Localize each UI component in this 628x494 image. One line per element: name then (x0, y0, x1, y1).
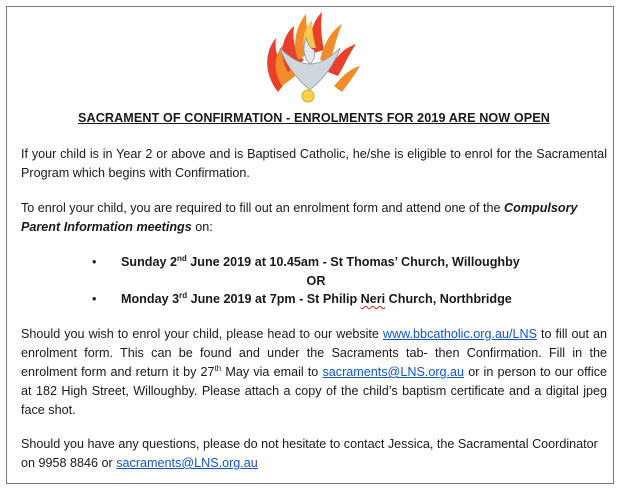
enrolment-instructions-paragraph (21, 199, 607, 237)
contact-paragraph (21, 435, 607, 473)
para4-text: Should you have any questions, please do not hesitate to contact Jessica, the Sacramental Coordinator on 9958 8846 or (21, 437, 598, 470)
website-link[interactable]: www.bbcatholic.org.au/LNS (382, 327, 537, 341)
holy-spirit-dove-flames-icon (258, 8, 362, 106)
para3-text: May via email to (221, 365, 323, 379)
session-details: June 2019 at 10.45am - St Thomas’ Church, Willoughby (186, 255, 520, 269)
session-details: Church, Northbridge (385, 292, 512, 306)
para2-lead: To enrol your child, you are required to fill out an enrolment form and attend one of the (21, 201, 505, 215)
ordinal-suffix: th (214, 363, 222, 373)
ordinal-suffix: rd (179, 290, 188, 300)
email-link[interactable]: sacraments@LNS.org.au (322, 365, 465, 379)
contact-email-link[interactable]: sacraments@LNS.org.au (116, 456, 258, 470)
spellcheck-flagged-word: Neri (360, 292, 386, 306)
session-text (121, 290, 512, 309)
session-day: Monday 3 (121, 292, 180, 306)
page-title: SACRAMENT OF CONFIRMATION - ENROLMENTS FOR 2019 ARE NOW OPEN (78, 111, 550, 125)
bullet-icon: • (92, 292, 97, 306)
session-day: Sunday 2 (121, 255, 177, 269)
para3-text: to fill out an enrolment form. This can be found and under the Sacraments tab- then Confirmation. Fill in the enrolment form and return it by 27 (21, 327, 607, 379)
para2-tail: on: (191, 220, 213, 234)
para3-text: or in person to our office at 182 High Street, Willoughby. Please attach a copy of the child’s baptism certificate and a digital jpeg face shot. (21, 365, 608, 417)
how-to-enrol-paragraph (21, 325, 607, 420)
bullet-icon: • (92, 255, 97, 269)
or-separator: OR (306, 274, 326, 288)
compulsory-meetings-emphasis: Compulsory Parent Information meetings (21, 201, 578, 234)
eligibility-paragraph: If your child is in Year 2 or above and is Baptised Catholic, he/she is eligible to enrol for the Sacramental Program which begins with Confirmation. (21, 147, 607, 180)
session-details: June 2019 at 7pm - St Philip (187, 292, 361, 306)
ordinal-suffix: nd (177, 253, 187, 263)
para3-text: Should you wish to enrol your child, please head to our website (21, 327, 383, 341)
session-text (121, 253, 520, 272)
